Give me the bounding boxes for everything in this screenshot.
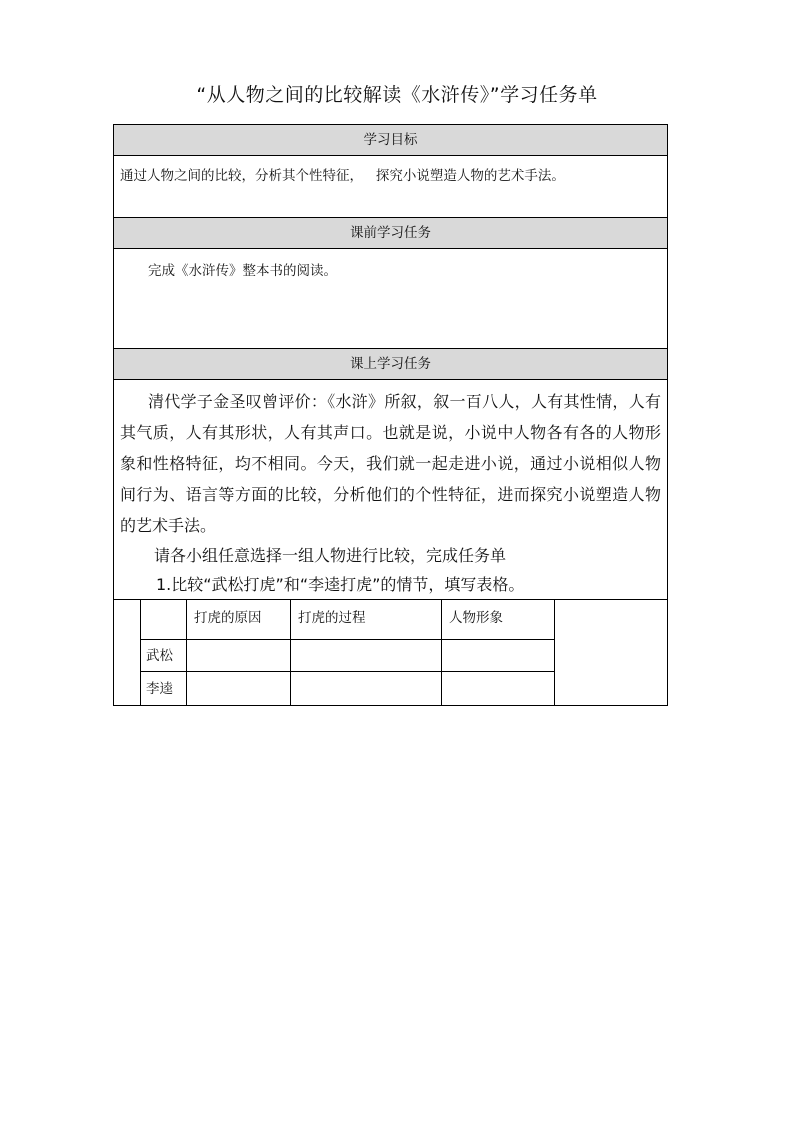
in-class-paragraph: 清代学子金圣叹曾评价：《水浒》所叙，叙一百八人，人有其性情，人有其气质，人有其形状，人有其声口。也就是说，小说中人物各有各的人物形象和性格特征，均不相同。今天，我们就一起走进小说，通过小说相似人物间行为、语言等方面的比较，分析他们的个性特征，进而探究小说塑造人物的艺术手法。 — [120, 392, 661, 535]
row-label-wusong: 武松 — [146, 648, 173, 664]
comparison-table — [114, 599, 667, 706]
table-divider — [290, 600, 291, 705]
header-image: 人物形象 — [449, 610, 503, 626]
table-divider — [441, 600, 442, 705]
table-divider — [140, 600, 141, 705]
table-divider — [554, 600, 555, 705]
header-process: 打虎的过程 — [298, 610, 366, 626]
goal-header: 学习目标 — [114, 125, 667, 156]
page-title: “从人物之间的比较解读《水浒传》”学习任务单 — [196, 84, 598, 106]
table-divider — [140, 671, 555, 672]
table-divider — [186, 600, 187, 705]
goal-text: 通过人物之间的比较，分析其个性特征， 探究小说塑造人物的艺术手法。 — [120, 168, 565, 184]
pre-class-header: 课前学习任务 — [114, 218, 667, 249]
group-instruction: 请各小组任意选择一组人物进行比较，完成任务单 — [154, 546, 507, 565]
table-divider — [140, 639, 555, 640]
task-sheet — [113, 124, 668, 706]
pre-class-body — [114, 249, 667, 349]
row-label-likui: 李逵 — [146, 681, 173, 697]
task-1: 1.比较“武松打虎”和“李逵打虎”的情节，填写表格。 — [156, 575, 525, 594]
goal-body — [114, 156, 667, 218]
in-class-body — [114, 380, 667, 599]
pre-class-text: 完成《水浒传》整本书的阅读。 — [148, 263, 337, 279]
header-reason: 打虎的原因 — [194, 610, 262, 626]
in-class-header: 课上学习任务 — [114, 349, 667, 380]
